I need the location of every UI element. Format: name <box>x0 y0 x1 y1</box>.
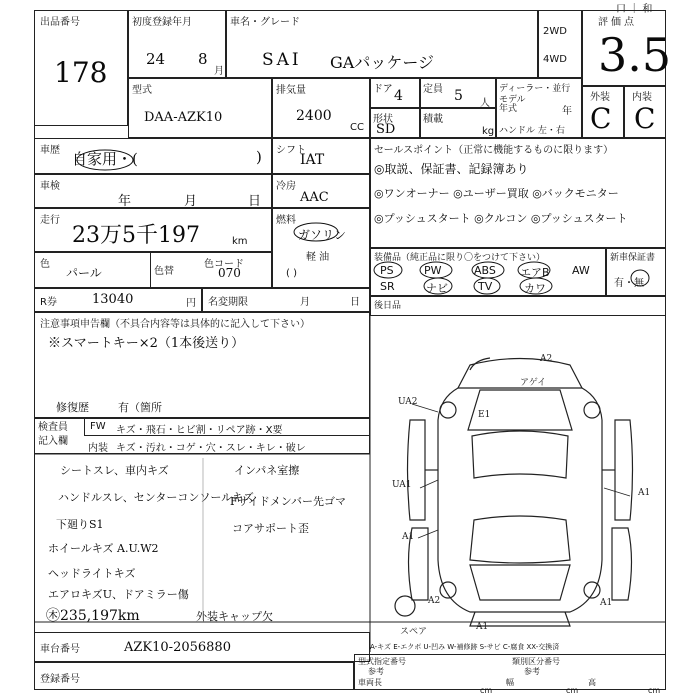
lot-number: 178 <box>54 56 108 89</box>
fw-items: キズ・飛石・ヒビ割・リペア跡・X要 <box>116 425 283 436</box>
name-change-month: 月 <box>300 297 310 308</box>
inspection-day: 日 <box>248 194 262 209</box>
sales-line-2: ◎ワンオーナー ◎ユーザー買取 ◎バックモニター <box>374 187 619 200</box>
shift-value: IAT <box>300 152 325 168</box>
warranty-title: 新車保証書 <box>610 253 656 263</box>
remark-6: エアロキズU、ドアミラー傷 <box>48 588 189 601</box>
model-year-label: モデル 年式 <box>499 95 526 114</box>
reg-box <box>34 662 354 690</box>
exterior-label: 外装 <box>590 92 610 103</box>
equip-sr: SR <box>380 280 395 293</box>
corner-mark: 口 ｜ 和 <box>616 4 653 15</box>
warranty-value: 有・無 <box>614 278 644 289</box>
car-grade: GAパッケージ <box>330 53 435 72</box>
cm-2: cm <box>566 686 579 695</box>
exterior-grade: C <box>590 102 612 135</box>
person-unit: 人 <box>480 98 490 109</box>
fuel-label: 燃料 <box>276 215 296 226</box>
yen-unit: 円 <box>186 298 196 309</box>
capacity-label: 定員 <box>423 84 443 95</box>
interior-grade: C <box>634 102 656 135</box>
equip-aw: AW <box>572 264 590 277</box>
remark-7: ㊍235,197km <box>46 608 140 624</box>
r-ticket-value: 13040 <box>92 292 134 307</box>
color-code-label: 色コード <box>204 259 244 270</box>
lot-label: 出品番号 <box>40 17 80 28</box>
remark-9: Fサイドメンバー先ゴマ <box>230 495 346 508</box>
color-label: 色 <box>40 259 50 270</box>
name-change-label: 名変期限 <box>208 297 248 308</box>
kg-unit: kg <box>482 126 495 137</box>
model-value: DAA-AZK10 <box>144 110 223 125</box>
remark-5: ヘッドライトキズ <box>48 567 136 580</box>
model-spec-label: 型式指定番号 <box>358 657 406 666</box>
car-mark-note: アゲイ <box>520 378 547 388</box>
equip-ps: PS <box>380 264 394 277</box>
fw-label: FW <box>90 421 106 432</box>
repair-label: 修復歴 <box>56 401 89 414</box>
cm-3: cm <box>648 686 661 695</box>
interior-row-label: 内装 <box>88 443 108 454</box>
eval-value: 3.5 <box>598 28 672 82</box>
car-mark-e1: E1 <box>478 410 491 420</box>
remark-2: ハンドルスレ、センターコンソールキズ <box>58 491 254 504</box>
color-value: パール <box>66 266 102 280</box>
damage-legend: A-キズ E-エクボ U-凹み W-補修跡 S-サビ C-腐食 XX-交換済 <box>370 643 560 651</box>
remark-10: コアサポート歪 <box>232 522 309 535</box>
displacement-label: 排気量 <box>276 85 306 96</box>
history-value: 自家用・( <box>72 150 138 168</box>
equip-leather: カワ <box>524 282 546 295</box>
car-mark-ua2: UA2 <box>398 397 418 407</box>
eval-label: 評価点 <box>598 17 637 28</box>
displacement-value: 2400 <box>296 108 332 124</box>
drive-2wd: 2WD <box>543 26 567 37</box>
sales-line-3: ◎プッシュスタート ◎クルコン ◎プッシュスタート <box>374 212 628 225</box>
sales-line-1: ◎取説、保証書、記録簿あり <box>374 162 529 176</box>
reg-label: 登録番号 <box>40 674 80 685</box>
ac-label: 冷房 <box>276 181 296 192</box>
model-spec-ref: 参考 <box>368 667 384 676</box>
interior-label: 内装 <box>632 92 652 103</box>
interior-items: キズ・汚れ・コゲ・穴・スレ・キレ・破レ <box>116 443 306 454</box>
chassis-value: AZK10-2056880 <box>124 640 231 655</box>
first-reg-month: 8 <box>198 50 208 68</box>
equip-navi: ナビ <box>426 282 448 295</box>
car-mark-a1-rear: A1 <box>600 598 613 608</box>
fuel-light: 軽 油 <box>306 252 330 263</box>
name-grade-label: 車名・グレード <box>230 17 300 28</box>
class-ref: 参考 <box>524 667 540 676</box>
remark-3: 下廻りS1 <box>56 518 104 531</box>
handle-label: ハンドル 左・右 <box>499 126 565 136</box>
shift-label: シフト <box>276 145 306 156</box>
car-diagram <box>395 358 633 626</box>
model-year-unit: 年 <box>562 106 572 117</box>
mileage-label: 走行 <box>40 215 60 226</box>
chassis-label: 車台番号 <box>40 644 80 655</box>
color-code-value: 070 <box>218 266 241 280</box>
km-unit: km <box>232 236 248 247</box>
remark-1: シートスレ、車内キズ <box>60 464 169 477</box>
shape-value: SD <box>376 122 396 137</box>
door-value: 4 <box>394 88 403 104</box>
dealer-label: ディーラー・並行 <box>499 84 571 94</box>
first-reg-month-unit: 月 <box>214 66 224 77</box>
ac-value: AAC <box>300 190 329 205</box>
equip-abs: ABS <box>474 264 496 277</box>
car-mark-spare: スペア <box>400 627 428 637</box>
mileage-value: 23万5千197 <box>72 223 200 248</box>
inspector-label: 検査員 記入欄 <box>38 422 68 447</box>
warranty-circle <box>631 270 649 286</box>
after-label: 後日品 <box>374 301 402 311</box>
shape-label: 形状 <box>373 114 393 125</box>
first-reg-label: 初度登録年月 <box>132 17 192 28</box>
cm-1: cm <box>480 686 493 695</box>
repair-value: 有（箇所 <box>118 401 162 414</box>
width-label: 幅 <box>506 678 514 687</box>
drive-4wd: 4WD <box>543 54 567 65</box>
capacity-value: 5 <box>454 88 463 104</box>
remark-4: ホイールキズ A.U.W2 <box>48 542 159 555</box>
inspection-month: 月 <box>184 194 198 209</box>
car-name: SAI <box>262 50 302 70</box>
door-label: ドア <box>373 84 393 95</box>
history-circle <box>77 150 133 170</box>
model-label: 型式 <box>132 85 152 96</box>
name-change-day: 日 <box>350 297 360 308</box>
first-reg-year: 24 <box>146 50 166 68</box>
remark-8: インパネ室擦 <box>234 464 300 477</box>
car-mark-a1-bottom: A1 <box>476 622 489 632</box>
car-mark-ua1: UA1 <box>392 480 412 490</box>
fuel-paren: ( ) <box>286 268 297 279</box>
sales-title: セールスポイント（正常に機能するものに限ります） <box>374 145 614 156</box>
equip-airbag: エアB <box>520 266 550 279</box>
r-ticket-label: R券 <box>40 297 57 308</box>
fuel-value: ガソリン <box>298 228 347 242</box>
equipment-title: 装備品（純正品に限り〇をつけて下さい） <box>374 253 546 263</box>
height-label: 高 <box>588 678 596 687</box>
load-label: 積載 <box>423 114 443 125</box>
fuel-circle <box>294 223 338 241</box>
history-close: ) <box>256 148 262 166</box>
history-label: 車歴 <box>40 145 60 156</box>
car-mark-a2-bottom: A2 <box>428 596 441 606</box>
color-change-label: 色替 <box>154 266 174 277</box>
notes-label: 注意事項申告欄（不具合内容等は具体的に記入して下さい） <box>40 319 310 330</box>
car-mark-a1-right: A1 <box>638 488 651 498</box>
car-mark-a1-left: A1 <box>402 532 415 542</box>
equip-tv: TV <box>478 280 493 293</box>
equip-pw: PW <box>424 264 442 277</box>
inspection-year: 年 <box>118 194 132 209</box>
inspection-label: 車検 <box>40 181 60 192</box>
class-label: 類別区分番号 <box>512 657 560 666</box>
car-mark-a2-top: A2 <box>540 354 553 364</box>
notes-value: ※スマートキー×2（1本後送り） <box>48 336 245 351</box>
cc-unit: CC <box>350 122 364 133</box>
remark-11: 外装キャップ欠 <box>196 610 273 623</box>
length-label: 車両長 <box>358 678 382 687</box>
